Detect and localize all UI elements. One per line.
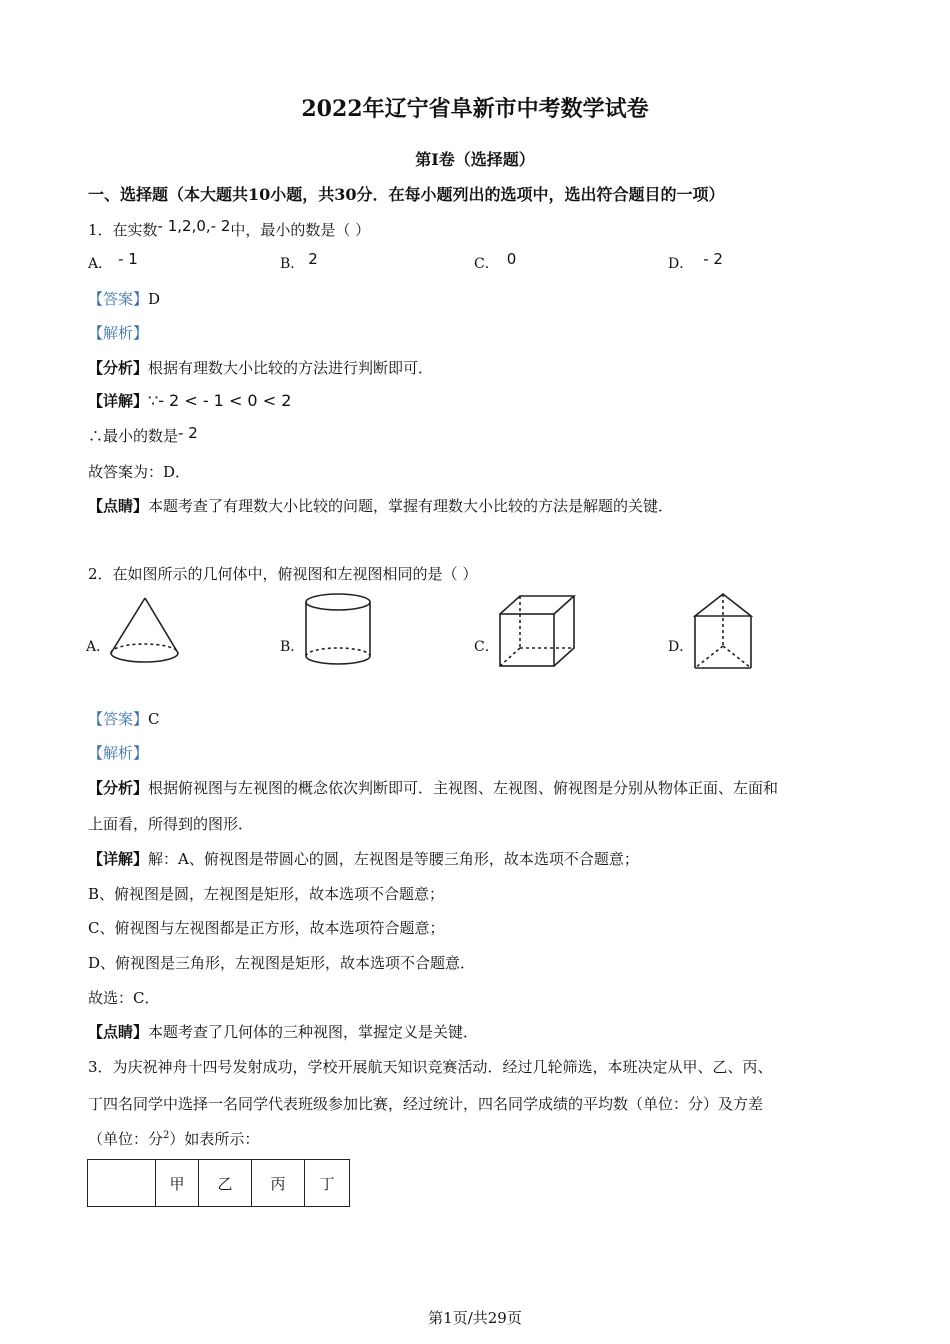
q1-option-d: D． - 2	[668, 250, 723, 272]
table-row	[88, 1160, 350, 1207]
q2-option-a-label: A．	[86, 639, 111, 655]
q1-stem: 1．在实数- 1,2,0,- 2中，最小的数是（ ）	[88, 217, 371, 239]
triangular-prism-icon	[693, 592, 755, 672]
q2-line-b: B、俯视图是圆，左视图是矩形，故本选项不合题意；	[88, 885, 445, 903]
q2-fenxi-line1: 【分析】根据俯视图与左视图的概念依次判断即可．主视图、左视图、俯视图是分别从物体正面、左面和	[88, 779, 779, 797]
q2-conclusion: 故选：C．	[88, 989, 160, 1007]
q2-line-d: D、俯视图是三角形，左视图是矩形，故本选项不合题意．	[88, 954, 476, 972]
q1-option-a: A． - 1	[88, 250, 138, 272]
q1-therefore: ∴最小的数是- 2	[88, 424, 198, 445]
q3-stem-line2: 丁四名同学中选择一名同学代表班级参加比赛，经过统计，四名同学成绩的平均数（单位：分）及方差	[88, 1095, 764, 1113]
cube-icon	[498, 594, 578, 670]
q2-answer: 【答案】C	[88, 710, 160, 728]
q3-stem-line3: （单位：分$^2$）如表所示：	[88, 1130, 260, 1148]
q2-option-b-label: B．	[280, 639, 305, 655]
q2-option-d-label: D．	[668, 639, 694, 655]
table-header-cell: 甲	[156, 1160, 199, 1207]
q2-dianjing: 【点睛】本题考查了几何体的三种视图，掌握定义是关键．	[88, 1023, 479, 1041]
table-header-cell: 丁	[305, 1160, 350, 1207]
volume-heading: 第Ⅰ卷（选择题）	[415, 150, 535, 169]
page-title: 2022年辽宁省阜新市中考数学试卷	[301, 96, 649, 122]
q2-fenxi-line2: 上面看，所得到的图形．	[88, 815, 254, 833]
q1-answer: 【答案】D	[88, 290, 161, 308]
q2-line-c: C、俯视图与左视图都是正方形，故本选项符合题意；	[88, 919, 445, 937]
table-header-cell	[88, 1160, 156, 1207]
q2-option-c-label: C．	[474, 639, 499, 655]
score-table	[87, 1159, 350, 1207]
q1-option-b: B． 2	[280, 250, 318, 272]
table-header-cell: 丙	[252, 1160, 305, 1207]
q3-stem-line1: 3．为庆祝神舟十四号发射成功，学校开展航天知识竞赛活动．经过几轮筛选，本班决定从甲、乙、丙、	[88, 1058, 773, 1076]
q1-dianjing: 【点睛】本题考查了有理数大小比较的问题，掌握有理数大小比较的方法是解题的关键．	[88, 497, 674, 515]
table-header-cell: 乙	[199, 1160, 252, 1207]
q2-analysis-tag: 【解析】	[88, 744, 149, 762]
q1-stem-math: - 1,2,0,- 2	[157, 217, 231, 235]
cone-icon	[108, 596, 180, 668]
q1-option-c: C． 0	[474, 250, 517, 272]
q1-analysis-tag: 【解析】	[88, 324, 149, 342]
q1-fenxi: 【分析】根据有理数大小比较的方法进行判断即可．	[88, 359, 434, 377]
q2-xiangjie: 【详解】解：A、俯视图是带圆心的圆，左视图是等腰三角形，故本选项不合题意；	[88, 850, 639, 868]
q1-xiangjie: 【详解】∵- 2 < - 1 < 0 < 2	[88, 391, 292, 410]
q2-stem: 2．在如图所示的几何体中，俯视图和左视图相同的是（ ）	[88, 565, 478, 583]
page-footer: 第1页/共29页	[428, 1309, 522, 1327]
q1-conclusion: 故答案为：D．	[88, 463, 191, 481]
cylinder-icon	[303, 592, 375, 670]
section-heading: 一、选择题（本大题共10小题，共30分．在每小题列出的选项中，选出符合题目的一项）	[88, 185, 725, 204]
